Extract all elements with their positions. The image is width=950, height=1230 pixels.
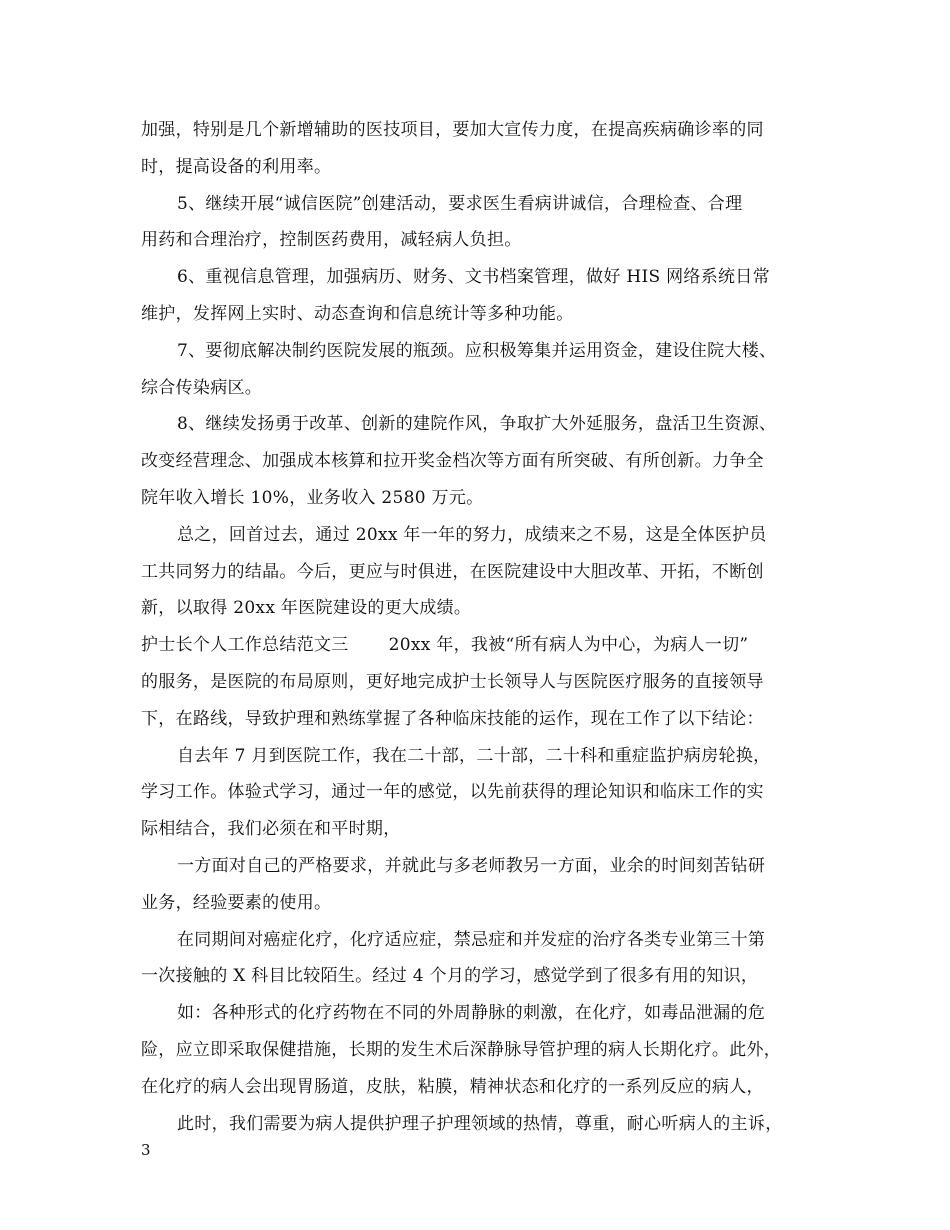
section-heading: 护士长个人工作总结范文三 [141, 635, 349, 656]
paragraph-line: 院年收入增长 10%，业务收入 2580 万元。 [141, 487, 484, 508]
paragraph-line: 下，在路线，导致护理和熟练掌握了各种临床技能的运作，现在工作了以下结论： [141, 708, 764, 729]
paragraph-line: 综合传染病区。 [141, 377, 263, 398]
paragraph-line: 总之，回首过去，通过 20xx 年一年的努力，成绩来之不易，这是全体医护员 [177, 524, 767, 545]
paragraph-line: 的服务，是医院的布局原则，更好地完成护士长领导人与医院医疗服务的直接领导 [141, 671, 764, 692]
paragraph-line: 用药和合理治疗，控制医药费用，减轻病人负担。 [141, 230, 522, 251]
paragraph-line: 此时，我们需要为病人提供护理子护理领域的热情，尊重，耐心听病人的主诉， [177, 1113, 783, 1134]
paragraph-line: 一次接触的 X 科目比较陌生。经过 4 个月的学习，感觉学到了很多有用的知识， [141, 966, 759, 987]
body-text [141, 112, 829, 1142]
paragraph-line: 8、继续发扬勇于改革、创新的建院作风，争取扩大外延服务，盘活卫生资源、 [177, 414, 777, 435]
paragraph-line: 自去年 7 月到医院工作，我在二十部，二十部，二十科和重症监护病房轮换， [177, 745, 771, 766]
paragraph-line: 工共同努力的结晶。今后，更应与时俱进，在医院建设中大胆改革、开拓，不断创 [141, 561, 764, 582]
paragraph-line: 业务，经验要素的使用。 [141, 892, 332, 913]
paragraph-line: 一方面对自己的严格要求，并就此与多老师教另一方面，业余的时间刻苦钻研 [177, 855, 766, 876]
paragraph-line: 7、要彻底解决制约医院发展的瓶颈。应积极筹集并运用资金，建设住院大楼、 [177, 340, 777, 361]
paragraph-line: 际相结合，我们必须在和平时期， [141, 819, 401, 840]
paragraph-line: 如：各种形式的化疗药物在不同的外周静脉的刺激，在化疗，如毒品泄漏的危 [177, 1003, 766, 1024]
paragraph-line: 加强，特别是几个新增辅助的医技项目，要加大宣传力度，在提高疾病确诊率的同 [141, 120, 764, 140]
paragraph-line: 5、继续开展“诚信医院”创建活动，要求医生看病讲诚信，合理检查、合理 [177, 193, 743, 214]
paragraph-line: 20xx 年，我被“所有病人为中心，为病人一切” [388, 635, 749, 656]
paragraph-line: 时，提高设备的利用率。 [141, 156, 332, 177]
page-number: 3 [141, 1141, 151, 1159]
paragraph-line: 新，以取得 20xx 年医院建设的更大成绩。 [141, 598, 472, 619]
paragraph-line: 学习工作。体验式学习，通过一年的感觉，以先前获得的理论知识和临床工作的实 [141, 782, 764, 803]
paragraph-line: 维护，发挥网上实时、动态查询和信息统计等多种功能。 [141, 303, 574, 324]
paragraph-line: 在化疗的病人会出现胃肠道，皮肤，粘膜，精神状态和化疗的一系列反应的病人， [141, 1076, 764, 1097]
section-heading-line [141, 627, 829, 664]
paragraph-line: 在同期间对癌症化疗，化疗适应症，禁忌症和并发症的治疗各类专业第三十第 [177, 929, 766, 950]
paragraph-line: 改变经营理念、加强成本核算和拉开奖金档次等方面有所突破、有所创新。力争全 [141, 451, 764, 472]
paragraph-line: 险，应立即采取保健措施，长期的发生术后深静脉导管护理的病人长期化疗。此外， [141, 1039, 782, 1060]
paragraph-line: 6、重视信息管理，加强病历、财务、文书档案管理，做好 HIS 网络系统日常 [177, 267, 770, 288]
